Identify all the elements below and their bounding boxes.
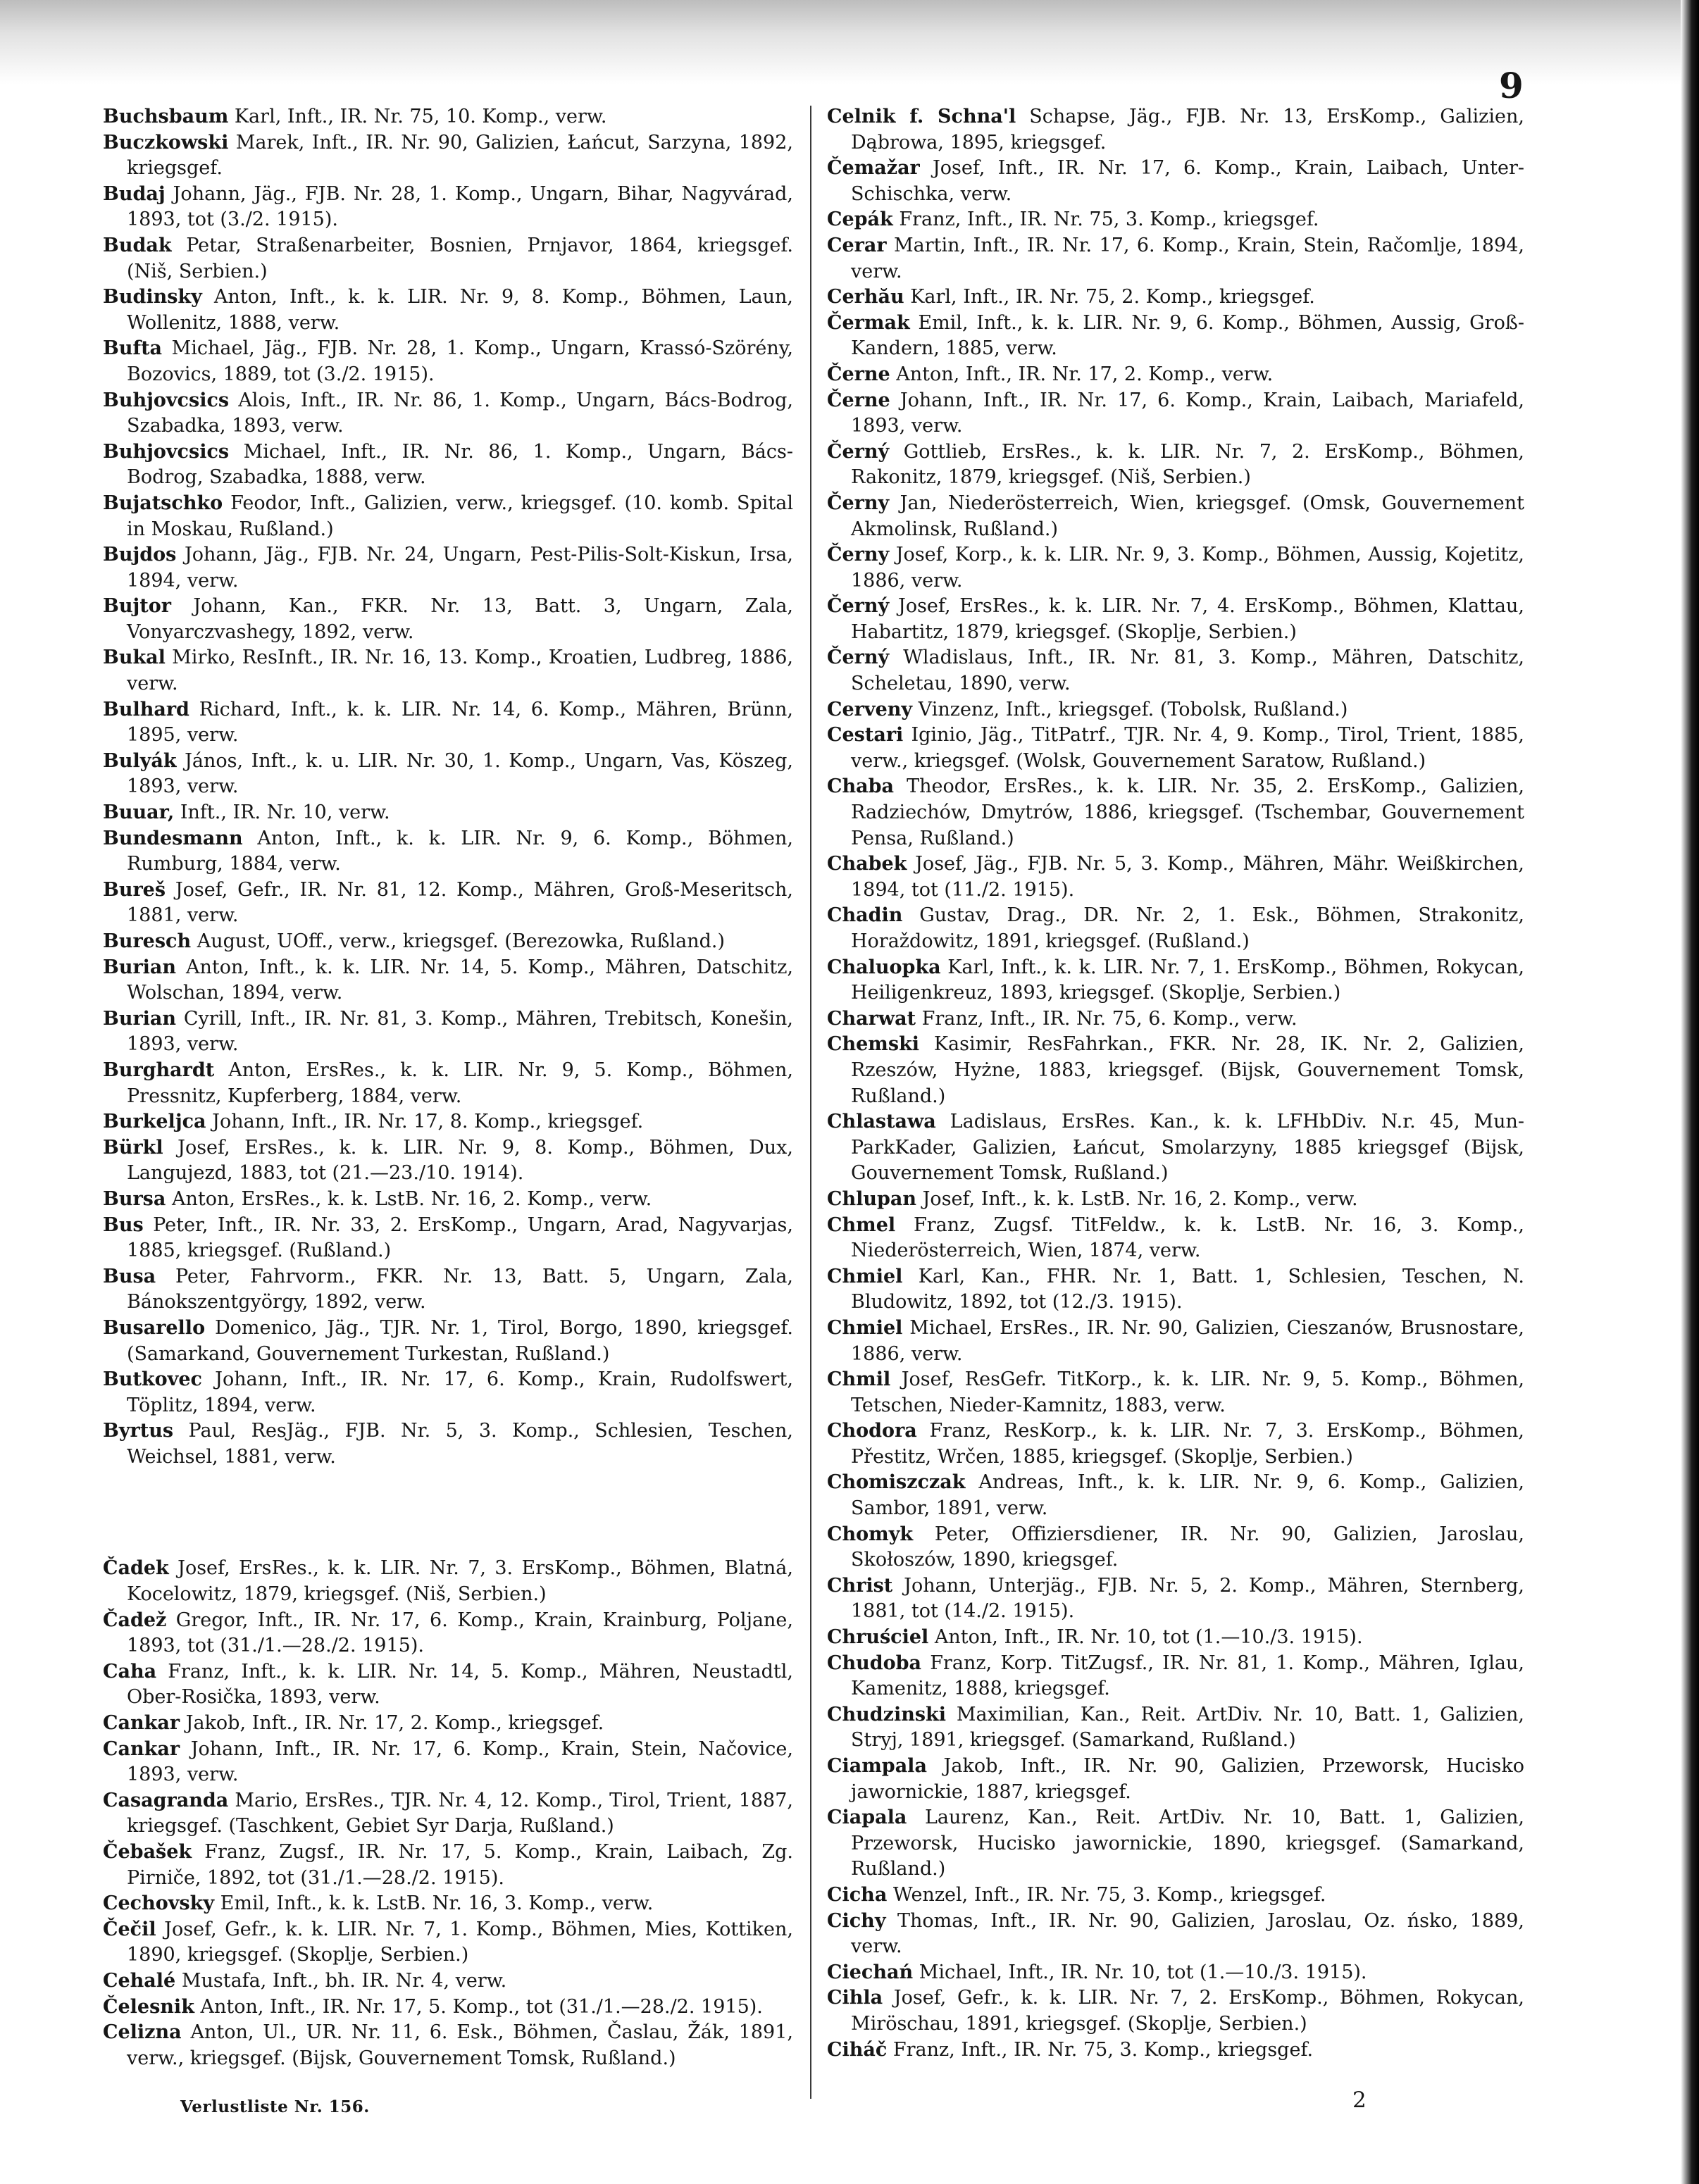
entry-surname: Christ <box>827 1574 893 1597</box>
right-column <box>827 104 1524 2063</box>
casualty-entry <box>103 182 793 233</box>
entry-details: Jakob, Inft., IR. Nr. 17, 2. Komp., kriegsgef. <box>185 1712 604 1735</box>
entry-surname: Chemski <box>827 1033 920 1056</box>
casualty-entry <box>827 1006 1524 1032</box>
entry-surname: Bujatschko <box>103 492 223 514</box>
entry-surname: Buuar, <box>103 801 175 824</box>
entry-surname: Bulhard <box>103 698 189 720</box>
entry-surname: Cerar <box>827 234 887 256</box>
entry-details: Vinzenz, Inft., kriegsgef. (Tobolsk, Rußland.) <box>918 698 1348 720</box>
casualty-entry <box>827 1909 1524 1960</box>
entry-details: Karl, Inft., k. k. LIR. Nr. 7, 1. ErsKomp., Böhmen, Rokycan, Heiligenkreuz, 1893, kriegsgef. (Skoplje, Serbien.) <box>851 956 1525 1004</box>
entry-details: Wladislaus, Inft., IR. Nr. 81, 3. Komp., Mähren, Datschitz, Scheletau, 1890, verw. <box>851 647 1524 695</box>
casualty-entry <box>827 1702 1524 1754</box>
entry-details: Johann, Inft., IR. Nr. 17, 6. Komp., Krain, Laibach, Mariafeld, 1893, verw. <box>851 389 1524 437</box>
casualty-entry <box>827 1264 1524 1316</box>
entry-surname: Chabek <box>827 853 907 875</box>
entry-surname: Chodora <box>827 1420 917 1442</box>
casualty-entry <box>103 1109 793 1135</box>
casualty-entry <box>103 1711 793 1737</box>
entry-details: Petar, Straßenarbeiter, Bosnien, Prnjavor, 1864, kriegsgef. (Niš, Serbien.) <box>127 234 794 282</box>
casualty-entry <box>827 1625 1524 1651</box>
casualty-entry <box>103 130 793 182</box>
casualty-entry <box>103 1968 793 1995</box>
entry-surname: Chaba <box>827 775 894 798</box>
casualty-entry <box>827 207 1524 233</box>
entry-surname: Cicha <box>827 1883 888 1906</box>
entry-details: Laurenz, Kan., Reit. ArtDiv. Nr. 10, Batt. 1, Galizien, Przeworsk, Hucisko jawornickie, 1890, kriegsgef. (Samarkand, Rußland.) <box>851 1807 1525 1880</box>
entry-details: Peter, Fahrvorm., FKR. Nr. 13, Batt. 5, Ungarn, Zala, Bánokszentgyörgy, 1892, verw. <box>127 1265 793 1313</box>
entry-surname: Cichy <box>827 1909 886 1932</box>
entry-surname: Butkovec <box>103 1368 202 1391</box>
casualty-entry <box>827 1960 1524 1986</box>
casualty-entry <box>827 903 1524 954</box>
entry-details: Anton, ErsRes., k. k. LIR. Nr. 9, 5. Komp., Böhmen, Pressnitz, Kupferberg, 1884, verw. <box>127 1059 793 1107</box>
entry-surname: Buczkowski <box>103 131 229 154</box>
entry-details: Franz, Inft., k. k. LIR. Nr. 14, 5. Komp., Mähren, Neustadtl, Ober-Rosička, 1893, verw. <box>127 1660 793 1709</box>
entry-surname: Bureš <box>103 878 166 901</box>
casualty-entry <box>827 955 1524 1006</box>
casualty-entry <box>827 1651 1524 1702</box>
casualty-entry <box>827 645 1524 697</box>
entry-details: Franz, Korp. TitZugsf., IR. Nr. 81, 1. Komp., Mähren, Iglau, Kamenitz, 1888, kriegsgef. <box>851 1652 1524 1700</box>
casualty-entry <box>103 285 793 336</box>
entry-details: Alois, Inft., IR. Nr. 86, 1. Komp., Ungarn, Bács-Bodrog, Szabadka, 1893, verw. <box>127 389 793 437</box>
casualty-entry <box>827 1213 1524 1264</box>
entry-details: Franz, Zugsf. TitFeldw., k. k. LstB. Nr. 16, 3. Komp., Niederösterreich, Wien, 1874, verw. <box>851 1213 1524 1262</box>
casualty-entry <box>827 1316 1524 1367</box>
entry-surname: Cehalé <box>103 1969 176 1992</box>
casualty-entry <box>827 697 1524 723</box>
entry-surname: Bus <box>103 1213 144 1236</box>
entry-details: Martin, Inft., IR. Nr. 17, 6. Komp., Krain, Stein, Račomlje, 1894, verw. <box>851 234 1524 282</box>
entry-surname: Čermak <box>827 311 910 334</box>
entry-surname: Cihla <box>827 1987 883 2009</box>
casualty-entry <box>103 439 793 491</box>
entry-details: Wenzel, Inft., IR. Nr. 75, 3. Komp., kriegsgef. <box>892 1883 1326 1906</box>
entry-details: Johann, Unterjäg., FJB. Nr. 5, 2. Komp., Mähren, Sternberg, 1881, tot (14./2. 1915). <box>851 1574 1524 1623</box>
casualty-entry <box>827 439 1524 491</box>
entry-surname: Celizna <box>103 2021 182 2044</box>
entry-details: Josef, ErsRes., k. k. LIR. Nr. 7, 4. ErsKomp., Böhmen, Klattau, Habartitz, 1879, kriegsgef. (Skoplje, Serbien.) <box>851 595 1524 643</box>
entry-surname: Burian <box>103 1007 177 1030</box>
entry-details: Gregor, Inft., IR. Nr. 17, 6. Komp., Krain, Krainburg, Poljane, 1893, tot (31./1.—28./2. 1915). <box>127 1609 793 1657</box>
entry-surname: Caha <box>103 1660 157 1683</box>
entry-details: Anton, Inft., k. k. LIR. Nr. 14, 5. Komp., Mähren, Datschitz, Wolschan, 1894, verw. <box>127 956 793 1004</box>
casualty-entry <box>827 156 1524 207</box>
casualty-entry <box>827 774 1524 851</box>
casualty-entry <box>103 1608 793 1659</box>
casualty-entry <box>827 1522 1524 1573</box>
entry-details: Anton, Inft., IR. Nr. 17, 5. Komp., tot (31./1.—28./2. 1915). <box>200 1995 763 2018</box>
entry-surname: Bujtor <box>103 595 171 618</box>
entry-surname: Celnik f. Schna'l <box>827 106 1016 127</box>
entry-details: Josef, ResGefr. TitKorp., k. k. LIR. Nr. 9, 5. Komp., Böhmen, Tetschen, Nieder-Kamnitz, 1883, verw. <box>851 1368 1524 1416</box>
entry-details: Cyrill, Inft., IR. Nr. 81, 3. Komp., Mähren, Trebitsch, Konešin, 1893, verw. <box>127 1007 793 1056</box>
entry-surname: Bufta <box>103 337 163 360</box>
entry-details: Johann, Kan., FKR. Nr. 13, Batt. 3, Ungarn, Zala, Vonyarczvashegy, 1892, verw. <box>127 595 793 643</box>
casualty-entry <box>103 1840 793 1891</box>
entry-surname: Čebašek <box>103 1841 192 1863</box>
entry-details: Schapse, Jäg., FJB. Nr. 13, ErsKomp., Galizien, Dąbrowa, 1895, kriegsgef. <box>851 106 1524 154</box>
entry-surname: Chmil <box>827 1368 891 1391</box>
entry-details: Andreas, Inft., k. k. LIR. Nr. 9, 6. Komp., Galizien, Sambor, 1891, verw. <box>851 1471 1524 1520</box>
entry-surname: Burghardt <box>103 1059 215 1081</box>
entry-surname: Cerveny <box>827 698 913 720</box>
entry-surname: Busa <box>103 1265 156 1287</box>
casualty-entry <box>103 1891 793 1917</box>
casualty-entry <box>103 697 793 749</box>
casualty-entry <box>827 723 1524 774</box>
entry-surname: Černý <box>827 440 890 463</box>
casualty-entry <box>827 1032 1524 1109</box>
casualty-entry <box>827 1418 1524 1470</box>
casualty-entry <box>103 233 793 285</box>
entry-surname: Charwat <box>827 1007 916 1030</box>
entry-surname: Bulyák <box>103 749 177 772</box>
entry-details: Michael, Inft., IR. Nr. 86, 1. Komp., Ungarn, Bács-Bodrog, Szabadka, 1888, verw. <box>127 440 793 489</box>
column-divider <box>810 106 811 2099</box>
casualty-entry <box>827 851 1524 903</box>
entry-surname: Chaluopka <box>827 956 941 978</box>
entry-surname: Černy <box>827 544 890 566</box>
casualty-entry <box>103 1316 793 1367</box>
casualty-entry <box>103 388 793 439</box>
entry-surname: Bujdos <box>103 544 177 566</box>
entry-surname: Chmel <box>827 1213 896 1236</box>
entry-details: Anton, Inft., k. k. LIR. Nr. 9, 6. Komp., Böhmen, Rumburg, 1884, verw. <box>127 827 793 875</box>
entry-details: Paul, ResJäg., FJB. Nr. 5, 3. Komp., Schlesien, Teschen, Weichsel, 1881, verw. <box>127 1420 793 1468</box>
entry-surname: Buresch <box>103 930 192 952</box>
entry-surname: Budinsky <box>103 286 202 308</box>
scan-edge-right <box>1681 0 1699 2184</box>
entry-details: Karl, Kan., FHR. Nr. 1, Batt. 1, Schlesien, Teschen, N. Bludowitz, 1892, tot (12./3. 1915). <box>851 1265 1524 1313</box>
entry-surname: Chlupan <box>827 1187 917 1210</box>
entry-surname: Buhjovcsics <box>103 440 230 463</box>
entry-details: Anton, Inft., IR. Nr. 17, 2. Komp., verw. <box>896 363 1274 385</box>
entry-details: Thomas, Inft., IR. Nr. 90, Galizien, Jaroslau, Oz. ńsko, 1889, verw. <box>851 1909 1524 1958</box>
entry-details: János, Inft., k. u. LIR. Nr. 30, 1. Komp., Ungarn, Vas, Köszeg, 1893, verw. <box>127 749 793 798</box>
entry-surname: Čečil <box>103 1918 156 1940</box>
entry-details: Franz, Inft., IR. Nr. 75, 6. Komp., verw. <box>921 1007 1297 1030</box>
entry-surname: Cerhău <box>827 286 904 308</box>
casualty-entry <box>103 1995 793 2021</box>
entry-details: Josef, Korp., k. k. LIR. Nr. 9, 3. Komp., Böhmen, Aussig, Kojetitz, 1886, verw. <box>851 544 1525 592</box>
entry-surname: Chudoba <box>827 1652 922 1674</box>
scan-shadow-top <box>0 0 1699 85</box>
entry-details: Mario, ErsRes., TJR. Nr. 4, 12. Komp., Tirol, Trient, 1887, kriegsgef. (Taschkent, Gebiet Syr Darja, Rußland.) <box>127 1789 793 1837</box>
entry-surname: Budak <box>103 234 172 256</box>
entry-surname: Chomiszczak <box>827 1471 966 1494</box>
casualty-entry <box>103 1058 793 1109</box>
casualty-entry <box>827 233 1524 285</box>
entry-details: Marek, Inft., IR. Nr. 90, Galizien, Łańcut, Sarzyna, 1892, kriegsgef. <box>127 131 793 180</box>
casualty-entry <box>103 1917 793 1968</box>
entry-details: Emil, Inft., k. k. LstB. Nr. 16, 3. Komp., verw. <box>220 1892 654 1915</box>
page-number: 9 <box>1499 65 1524 106</box>
entry-details: Anton, Inft., k. k. LIR. Nr. 9, 8. Komp., Böhmen, Laun, Wollenitz, 1888, verw. <box>127 286 793 334</box>
entry-surname: Čelesnik <box>103 1995 194 2018</box>
casualty-entry <box>827 1805 1524 1883</box>
casualty-entry <box>827 362 1524 388</box>
entry-details: Michael, Jäg., FJB. Nr. 28, 1. Komp., Ungarn, Krassó-Szörény, Bozovics, 1889, tot (3./2. 1915). <box>127 337 793 385</box>
casualty-entry <box>103 1264 793 1316</box>
casualty-entry <box>103 1788 793 1840</box>
entry-details: Domenico, Jäg., TJR. Nr. 1, Tirol, Borgo, 1890, kriegsgef. (Samarkand, Gouvernement Turkestan, Rußland.) <box>127 1316 793 1365</box>
entry-details: Franz, Zugsf., IR. Nr. 17, 5. Komp., Krain, Laibach, Zg. Pirniče, 1892, tot (31./1.—28./2. 1915). <box>127 1841 793 1889</box>
entry-surname: Čadež <box>103 1609 167 1631</box>
entry-surname: Černe <box>827 389 890 411</box>
casualty-entry <box>103 104 793 130</box>
entry-surname: Bürkl <box>103 1136 163 1159</box>
casualty-entry <box>103 491 793 542</box>
entry-surname: Chudzinski <box>827 1703 947 1726</box>
casualty-entry <box>827 1109 1524 1187</box>
entry-surname: Busarello <box>103 1316 206 1339</box>
entry-details: Johann, Jäg., FJB. Nr. 28, 1. Komp., Ungarn, Bihar, Nagyvárad, 1893, tot (3./2. 1915). <box>127 182 793 231</box>
entry-surname: Černý <box>827 595 890 618</box>
entry-details: Josef, ErsRes., k. k. LIR. Nr. 9, 8. Komp., Böhmen, Dux, Langujezd, 1883, tot (21.—23./10. 1914). <box>127 1136 793 1185</box>
entry-surname: Ciapala <box>827 1807 907 1829</box>
entry-surname: Cechovsky <box>103 1892 215 1915</box>
entry-surname: Chadin <box>827 904 903 927</box>
casualty-entry <box>827 1754 1524 1805</box>
entry-details: Josef, ErsRes., k. k. LIR. Nr. 7, 3. ErsKomp., Böhmen, Blatná, Kocelowitz, 1879, kriegsgef. (Niš, Serbien.) <box>127 1557 793 1606</box>
entry-details: Michael, ErsRes., IR. Nr. 90, Galizien, Cieszanów, Brusnostare, 1886, verw. <box>851 1316 1524 1365</box>
entry-details: Gottlieb, ErsRes., k. k. LIR. Nr. 7, 2. ErsKomp., Böhmen, Rakonitz, 1879, kriegsgef. (Niš, Serbien.) <box>851 440 1524 489</box>
entry-details: Franz, ResKorp., k. k. LIR. Nr. 7, 3. ErsKomp., Böhmen, Přestitz, Wrčen, 1885, kriegsgef. (Skoplje, Serbien.) <box>851 1420 1524 1468</box>
casualty-entry <box>103 1213 793 1264</box>
casualty-entry <box>827 1187 1524 1213</box>
entry-details: Richard, Inft., k. k. LIR. Nr. 14, 6. Komp., Mähren, Brünn, 1895, verw. <box>127 698 793 747</box>
casualty-entry <box>103 1135 793 1187</box>
casualty-entry <box>827 542 1524 594</box>
casualty-entry <box>103 2020 793 2071</box>
entry-details: Mirko, ResInft., IR. Nr. 16, 13. Komp., Kroatien, Ludbreg, 1886, verw. <box>127 647 793 695</box>
entry-surname: Burian <box>103 956 177 978</box>
entry-details: Michael, Inft., IR. Nr. 10, tot (1.—10./3. 1915). <box>919 1961 1367 1983</box>
casualty-entry <box>103 645 793 697</box>
entry-details: Franz, Inft., IR. Nr. 75, 3. Komp., kriegsgef. <box>892 2038 1314 2061</box>
entry-details: Franz, Inft., IR. Nr. 75, 3. Komp., kriegsgef. <box>899 208 1319 231</box>
casualty-entry <box>827 1985 1524 2037</box>
entry-surname: Chmiel <box>827 1265 903 1287</box>
entry-details: Johann, Inft., IR. Nr. 17, 8. Komp., kriegsgef. <box>212 1111 644 1133</box>
entry-surname: Buchsbaum <box>103 106 229 127</box>
entry-surname: Casagranda <box>103 1789 229 1811</box>
entry-surname: Cestari <box>827 724 904 747</box>
entry-details: Josef, Gefr., k. k. LIR. Nr. 7, 2. ErsKomp., Böhmen, Rokycan, Miröschau, 1891, kriegsgef. (Skoplje, Serbien.) <box>851 1987 1524 2035</box>
entry-surname: Bundesmann <box>103 827 243 849</box>
entry-details: Johann, Jäg., FJB. Nr. 24, Ungarn, Pest-Pilis-Solt-Kiskun, Irsa, 1894, verw. <box>127 544 793 592</box>
casualty-entry <box>827 2038 1524 2064</box>
entry-details: Johann, Inft., IR. Nr. 17, 6. Komp., Krain, Rudolfswert, Töplitz, 1894, verw. <box>127 1368 793 1416</box>
entry-surname: Budaj <box>103 182 166 205</box>
entry-surname: Ciháč <box>827 2038 888 2061</box>
entry-surname: Cankar <box>103 1712 180 1735</box>
entry-details: Feodor, Inft., Galizien, verw., kriegsgef. (10. komb. Spital in Moskau, Rußland.) <box>127 492 793 540</box>
entry-details: Josef, Gefr., k. k. LIR. Nr. 7, 1. Komp., Böhmen, Mies, Kottiken, 1890, kriegsgef. (Skoplje, Serbien.) <box>127 1918 793 1966</box>
entry-details: Johann, Inft., IR. Nr. 17, 6. Komp., Krain, Stein, Načovice, 1893, verw. <box>127 1737 793 1786</box>
entry-details: Emil, Inft., k. k. LIR. Nr. 9, 6. Komp., Böhmen, Aussig, Groß-Kandern, 1885, verw. <box>851 311 1524 360</box>
entry-details: August, UOff., verw., kriegsgef. (Berezowka, Rußland.) <box>197 930 726 952</box>
casualty-entry <box>103 1367 793 1418</box>
casualty-entry <box>103 542 793 594</box>
casualty-entry <box>103 594 793 645</box>
entry-details: Anton, Inft., IR. Nr. 10, tot (1.—10./3. 1915). <box>934 1626 1363 1649</box>
casualty-entry <box>103 955 793 1006</box>
casualty-entry <box>827 491 1524 542</box>
entry-surname: Chruściel <box>827 1626 929 1649</box>
entry-surname: Černý <box>827 647 890 669</box>
entry-details: Jakob, Inft., IR. Nr. 90, Galizien, Przeworsk, Hucisko jawornickie, 1887, kriegsgef. <box>851 1755 1524 1803</box>
entry-details: Karl, Inft., IR. Nr. 75, 2. Komp., kriegsgef. <box>910 286 1315 308</box>
entry-details: Ladislaus, ErsRes. Kan., k. k. LFHbDiv. N.r. 45, Mun-ParkKader, Galizien, Łańcut, Smolarzyny, 1885 kriegsgef (Bijsk, Gouvernement Tomsk, Rußland.) <box>851 1111 1524 1185</box>
entry-surname: Chmiel <box>827 1316 903 1339</box>
entry-details: Josef, Gefr., IR. Nr. 81, 12. Komp., Mähren, Groß-Meseritsch, 1881, verw. <box>127 878 793 927</box>
casualty-entry <box>103 336 793 387</box>
casualty-entry <box>103 749 793 800</box>
entry-details: Jan, Niederösterreich, Wien, kriegsgef. (Omsk, Gouvernement Akmolinsk, Rußland.) <box>851 492 1524 540</box>
entry-surname: Burkeljca <box>103 1111 206 1133</box>
casualty-entry <box>103 1187 793 1213</box>
entry-details: Peter, Inft., IR. Nr. 33, 2. ErsKomp., Ungarn, Arad, Nagyvarjas, 1885, kriegsgef. (Rußland.) <box>127 1213 793 1262</box>
casualty-entry <box>827 594 1524 645</box>
entry-details: Theodor, ErsRes., k. k. LIR. Nr. 35, 2. ErsKomp., Galizien, Radziechów, Dmytrów, 1886, kriegsgef. (Tschembar, Gouvernement Pensa, Rußland.) <box>851 775 1524 849</box>
casualty-entry <box>827 104 1524 156</box>
casualty-entry <box>827 388 1524 439</box>
entry-details: Karl, Inft., IR. Nr. 75, 10. Komp., verw. <box>234 106 607 127</box>
entry-surname: Chomyk <box>827 1523 914 1545</box>
casualty-entry <box>103 1418 793 1470</box>
casualty-entry <box>103 1556 793 1607</box>
casualty-entry <box>103 1006 793 1058</box>
casualty-entry <box>103 1659 793 1711</box>
entry-details: Kasimir, ResFahrkan., FKR. Nr. 28, IK. Nr. 2, Galizien, Rzeszów, Hyżne, 1883, kriegsgef. (Bijsk, Gouvernement Tomsk, Rußland.) <box>851 1033 1524 1107</box>
entry-surname: Černe <box>827 363 890 385</box>
entry-surname: Bursa <box>103 1187 166 1210</box>
entry-details: Josef, Inft., IR. Nr. 17, 6. Komp., Krain, Laibach, Unter-Schischka, verw. <box>851 157 1524 205</box>
casualty-entry <box>827 1883 1524 1909</box>
casualty-entry <box>827 311 1524 362</box>
casualty-entry <box>827 285 1524 311</box>
entry-surname: Čadek <box>103 1557 169 1580</box>
entry-surname: Černy <box>827 492 890 514</box>
section-gap <box>103 1470 793 1556</box>
entry-details: Anton, ErsRes., k. k. LstB. Nr. 16, 2. Komp., verw. <box>171 1187 652 1210</box>
entry-surname: Cepák <box>827 208 893 231</box>
casualty-entry <box>103 800 793 826</box>
casualty-entry <box>103 878 793 929</box>
entry-surname: Bukal <box>103 647 166 669</box>
casualty-entry <box>827 1470 1524 1521</box>
casualty-entry <box>827 1573 1524 1625</box>
casualty-entry <box>103 1737 793 1788</box>
entry-details: Josef, Inft., k. k. LstB. Nr. 16, 2. Komp., verw. <box>922 1187 1358 1210</box>
entry-surname: Byrtus <box>103 1420 174 1442</box>
entry-surname: Buhjovcsics <box>103 389 230 411</box>
entry-details: Iginio, Jäg., TitPatrf., TJR. Nr. 4, 9. Komp., Tirol, Trient, 1885, verw., kriegsgef. (Wolsk, Gouvernement Saratow, Rußland.) <box>851 724 1524 772</box>
entry-details: Gustav, Drag., DR. Nr. 2, 1. Esk., Böhmen, Strakonitz, Horaždowitz, 1891, kriegsgef. (Rußland.) <box>851 904 1524 952</box>
entry-details: Inft., IR. Nr. 10, verw. <box>180 801 390 824</box>
entry-details: Maximilian, Kan., Reit. ArtDiv. Nr. 10, Batt. 1, Galizien, Stryj, 1891, kriegsgef. (Samarkand, Rußland.) <box>851 1703 1524 1752</box>
entry-surname: Chlastawa <box>827 1111 936 1133</box>
entry-details: Josef, Jäg., FJB. Nr. 5, 3. Komp., Mähren, Mähr. Weißkirchen, 1894, tot (11./2. 1915). <box>851 853 1524 901</box>
entry-surname: Ciampala <box>827 1755 927 1777</box>
left-column <box>103 104 793 2071</box>
casualty-entry <box>103 929 793 955</box>
entry-surname: Čemažar <box>827 157 920 180</box>
entry-details: Anton, Ul., UR. Nr. 11, 6. Esk., Böhmen, Časlau, Žák, 1891, verw., kriegsgef. (Bijsk, Gouvernement Tomsk, Rußland.) <box>127 2021 793 2069</box>
casualty-entry <box>827 1367 1524 1418</box>
footer-sheet-mark: 2 <box>1352 2088 1367 2113</box>
entry-surname: Ciechań <box>827 1961 914 1983</box>
footer-list-number: Verlustliste Nr. 156. <box>180 2097 370 2116</box>
casualty-entry <box>103 826 793 878</box>
entry-details: Mustafa, Inft., bh. IR. Nr. 4, verw. <box>181 1969 507 1992</box>
entry-details: Peter, Offiziersdiener, IR. Nr. 90, Galizien, Jaroslau, Skołoszów, 1890, kriegsgef. <box>851 1523 1524 1571</box>
entry-surname: Cankar <box>103 1737 180 1760</box>
